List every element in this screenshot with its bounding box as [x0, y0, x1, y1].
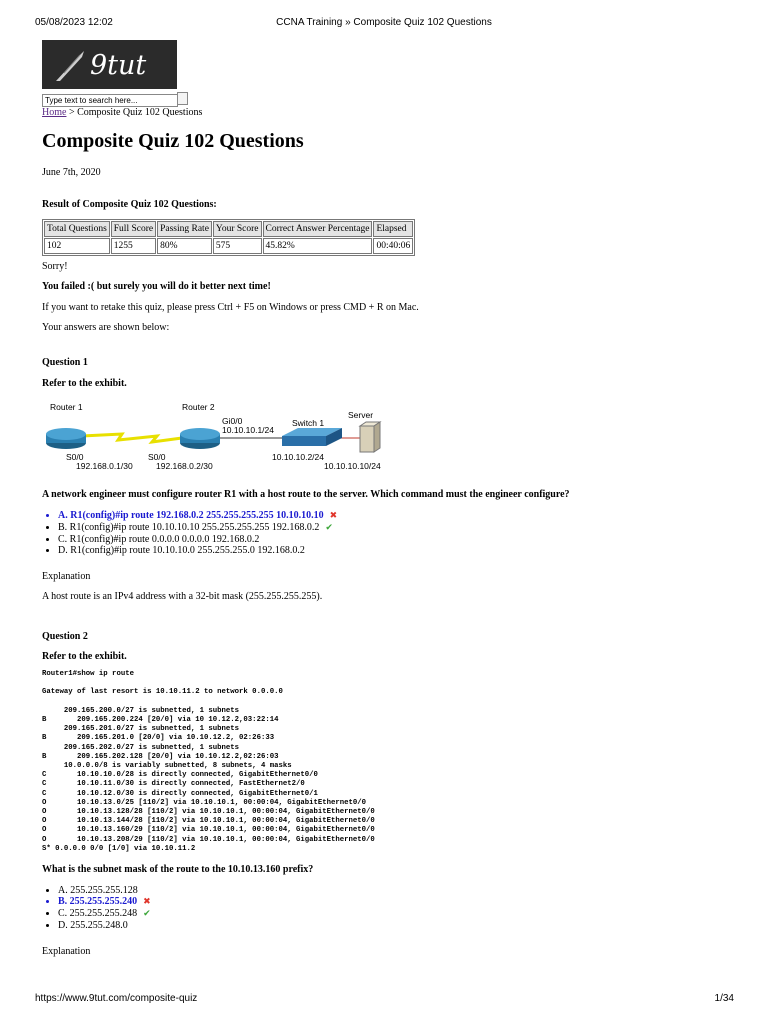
- routing-table-output: Router1#show ip route Gateway of last resort is 10.10.11.2 to network 0.0.0.0 209.165.200.0/27 is subnetted, 1 subnets B 209.165.200.224 [20/0] via 10 10.12.2,03:22:14 209.165.201.0/27 is subnetted, 1 subnets B 209.165.201.0 [20/0] via 10.10.12.2, 02:26:33 209.165.202.0/27 is subnetted, 1 subnets B 209.165.202.128 [20/0] via 10.10.12.2,02:26:03 10.0.0.0/8 is variably subnetted, 8 subnets, 4 masks C 10.10.10.0/28 is directly connected, GigabitEthernet0/0 C 10.10.11.0/30 is directly connected, FastEthernet2/0 C 10.10.12.0/30 is directly connected, GigabitEthernet0/1 O 10.10.13.0/25 [110/2] via 10.10.10.1, 00:00:04, GigabitEthernet0/0 O 10.10.13.128/28 [110/2] via 10.10.10.1, 00:00:04, GigabitEthernet0/0 O 10.10.13.144/28 [110/2] via 10.10.10.1, 00:00:04, GigabitEthernet0/0 O 10.10.13.160/29 [110/2] via 10.10.10.1, 00:00:04, GigabitEthernet0/0 O 10.10.13.208/29 [110/2] via 10.10.10.1, 00:00:04, GigabitEthernet0/0 S* 0.0.0.0 0/0 [1/0] via 10.10.11.2: [42, 670, 375, 853]
- result-value-cell: 00:40:06: [373, 238, 413, 254]
- network-exhibit-diagram: [42, 398, 392, 478]
- search-input[interactable]: Type text to search here...: [42, 94, 178, 107]
- breadcrumb: [42, 107, 202, 118]
- post-date: June 7th, 2020: [42, 167, 101, 178]
- server-ip: 10.10.10.10/24: [324, 461, 381, 471]
- answer-option[interactable]: • A. 255.255.255.128: [58, 885, 151, 896]
- result-value-row: [44, 238, 413, 254]
- breadcrumb-separator: >: [68, 107, 75, 118]
- breadcrumb-current: Composite Quiz 102 Questions: [77, 107, 203, 118]
- question-2-number: Question 2: [42, 631, 88, 642]
- switch-icon: [282, 428, 342, 446]
- answer-option[interactable]: • B. 255.255.255.240 ✖: [58, 896, 151, 908]
- answer-option[interactable]: • C. 255.255.255.248 ✔: [58, 908, 151, 920]
- result-value-cell: 575: [213, 238, 262, 254]
- question-2-explanation-label: Explanation: [42, 946, 91, 957]
- page-title: Composite Quiz 102 Questions: [42, 130, 304, 152]
- result-header-cell: Total Questions: [44, 221, 110, 237]
- failed-text: You failed :( but surely you will do it better next time!: [42, 281, 271, 292]
- router2-serial-ip: 192.168.0.2/30: [156, 461, 213, 471]
- answer-option[interactable]: • B. R1(config)#ip route 10.10.10.10 255.255.255.255 192.168.0.2 ✔: [58, 522, 337, 534]
- switch1-label: Switch 1: [292, 418, 325, 428]
- question-1-explanation: A host route is an IPv4 address with a 32-bit mask (255.255.255.255).: [42, 591, 323, 602]
- serial-link: [82, 434, 182, 442]
- router2-icon: [180, 428, 220, 449]
- router1-serial-ip: 192.168.0.1/30: [76, 461, 133, 471]
- switch-ip: 10.10.10.2/24: [272, 452, 324, 462]
- router1-serial-label: S0/0: [66, 452, 84, 462]
- question-2-text: What is the subnet mask of the route to the 10.10.13.160 prefix?: [42, 864, 314, 875]
- question-1-explanation-label: Explanation: [42, 571, 91, 582]
- result-header-cell: Full Score: [111, 221, 156, 237]
- wrong-mark-icon: ✖: [143, 897, 151, 907]
- question-1-answers: [42, 510, 337, 556]
- result-header-cell: Your Score: [213, 221, 262, 237]
- question-2-answers: [42, 885, 151, 931]
- answer-option[interactable]: • D. 255.255.248.0: [58, 920, 151, 931]
- result-header-row: [44, 221, 413, 237]
- question-1-number: Question 1: [42, 357, 88, 368]
- correct-check-icon: ✔: [325, 523, 333, 533]
- sorry-text: Sorry!: [42, 261, 68, 272]
- result-value-cell: 45.82%: [263, 238, 373, 254]
- wrong-mark-icon: ✖: [329, 511, 338, 521]
- logo-text: 9tut: [90, 50, 147, 81]
- retake-text: If you want to retake this quiz, please press Ctrl + F5 on Windows or press CMD + R on Mac.: [42, 302, 419, 313]
- result-value-cell: 102: [44, 238, 110, 254]
- question-1-text: A network engineer must configure router R1 with a host route to the server. Which command must the engineer configure?: [42, 489, 570, 500]
- result-heading: Result of Composite Quiz 102 Questions:: [42, 199, 217, 210]
- server-label: Server: [348, 410, 374, 420]
- answers-shown-text: Your answers are shown below:: [42, 322, 170, 333]
- quill-pen-icon: [50, 45, 90, 85]
- answer-option[interactable]: • C. R1(config)#ip route 0.0.0.0 0.0.0.0 192.168.0.2: [58, 534, 337, 545]
- router2-label: Router 2: [182, 402, 215, 412]
- router1-icon: [46, 428, 86, 449]
- answer-option[interactable]: • A. R1(config)#ip route 192.168.0.2 255.255.255.255 10.10.10.10 ✖: [58, 510, 337, 522]
- question-1-refer: Refer to the exhibit.: [42, 378, 127, 389]
- breadcrumb-home-link[interactable]: Home: [42, 107, 67, 118]
- result-table: [42, 219, 415, 256]
- print-url: https://www.9tut.com/composite-quiz: [35, 993, 198, 1004]
- server-icon: [360, 422, 380, 452]
- site-logo[interactable]: [42, 40, 177, 89]
- result-header-cell: Correct Answer Percentage: [263, 221, 373, 237]
- result-value-cell: 1255: [111, 238, 156, 254]
- router2-serial-label: S0/0: [148, 452, 166, 462]
- result-header-cell: Elapsed: [373, 221, 413, 237]
- search-button[interactable]: [177, 92, 188, 105]
- question-2-refer: Refer to the exhibit.: [42, 651, 127, 662]
- answer-option[interactable]: • D. R1(config)#ip route 10.10.10.0 255.255.255.0 192.168.0.2: [58, 545, 337, 556]
- router1-label: Router 1: [50, 402, 83, 412]
- print-date: 05/08/2023 12:02: [35, 17, 113, 28]
- result-header-cell: Passing Rate: [157, 221, 212, 237]
- print-doc-title: CCNA Training » Composite Quiz 102 Questions: [276, 17, 492, 28]
- correct-check-icon: ✔: [143, 909, 151, 919]
- result-value-cell: 80%: [157, 238, 212, 254]
- print-page-number: 1/34: [714, 993, 734, 1004]
- router2-interface-ip: 10.10.10.1/24: [222, 425, 274, 435]
- router2-interface-label: Gi0/0: [222, 416, 243, 426]
